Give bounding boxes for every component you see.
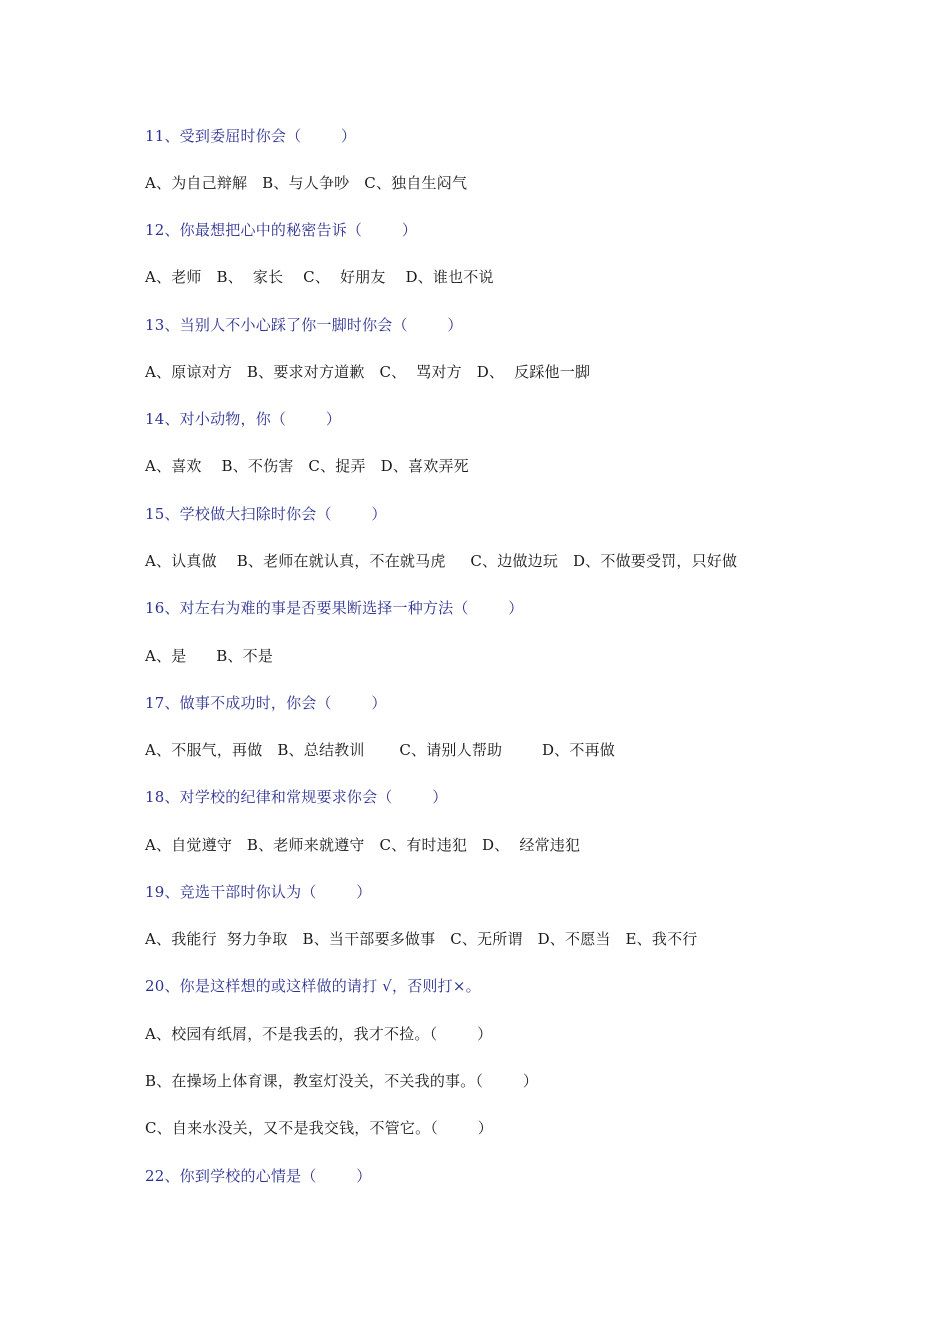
answer-options-13: A、原谅对方 B、要求对方道歉 C、 骂对方 D、 反踩他一脚	[145, 363, 591, 381]
question-16: 16、对左右为难的事是否要果断选择一种方法（ ）	[145, 599, 524, 617]
answer-options-17: A、不服气，再做 B、总结教训 C、请别人帮助 D、不再做	[145, 741, 615, 759]
answer-options-16: A、是 B、不是	[145, 647, 274, 665]
question-15: 15、学校做大扫除时你会（ ）	[145, 505, 387, 523]
answer-options-19: A、我能行 努力争取 B、当干部要多做事 C、无所谓 D、不愿当 E、我不行	[145, 930, 698, 948]
question-22: 22、你到学校的心情是（ ）	[145, 1167, 372, 1185]
question-14: 14、对小动物，你（ ）	[145, 410, 342, 428]
question-20: 20、你是这样想的或这样做的请打 √，否则打×。	[145, 977, 481, 995]
question-18: 18、对学校的纪律和常规要求你会（ ）	[145, 788, 448, 806]
answer-options-18: A、自觉遵守 B、老师来就遵守 C、有时违犯 D、 经常违犯	[145, 836, 581, 854]
question-19: 19、竞选干部时你认为（ ）	[145, 883, 372, 901]
answer-options-12: A、老师 B、 家长 C、 好朋友 D、谁也不说	[145, 268, 494, 286]
answer-options-14: A、喜欢 B、不伤害 C、捉弄 D、喜欢弄死	[145, 457, 469, 475]
question-13: 13、当别人不小心踩了你一脚时你会（ ）	[145, 316, 463, 334]
answer-options-11: A、为自己辩解 B、与人争吵 C、独自生闷气	[145, 174, 468, 192]
statement-20a: A、校园有纸屑，不是我丢的，我才不捡。（ ）	[145, 1025, 493, 1043]
question-11: 11、受到委屈时你会（ ）	[145, 127, 357, 145]
question-12: 12、你最想把心中的秘密告诉（ ）	[145, 221, 418, 239]
statement-20b: B、在操场上体育课，教室灯没关，不关我的事。（ ）	[145, 1072, 539, 1090]
answer-options-15: A、认真做 B、老师在就认真，不在就马虎 C、边做边玩 D、不做要受罚，只好做	[145, 552, 738, 570]
question-17: 17、做事不成功时，你会（ ）	[145, 694, 387, 712]
statement-20c: C、自来水没关，又不是我交钱，不管它。（ ）	[145, 1119, 493, 1137]
